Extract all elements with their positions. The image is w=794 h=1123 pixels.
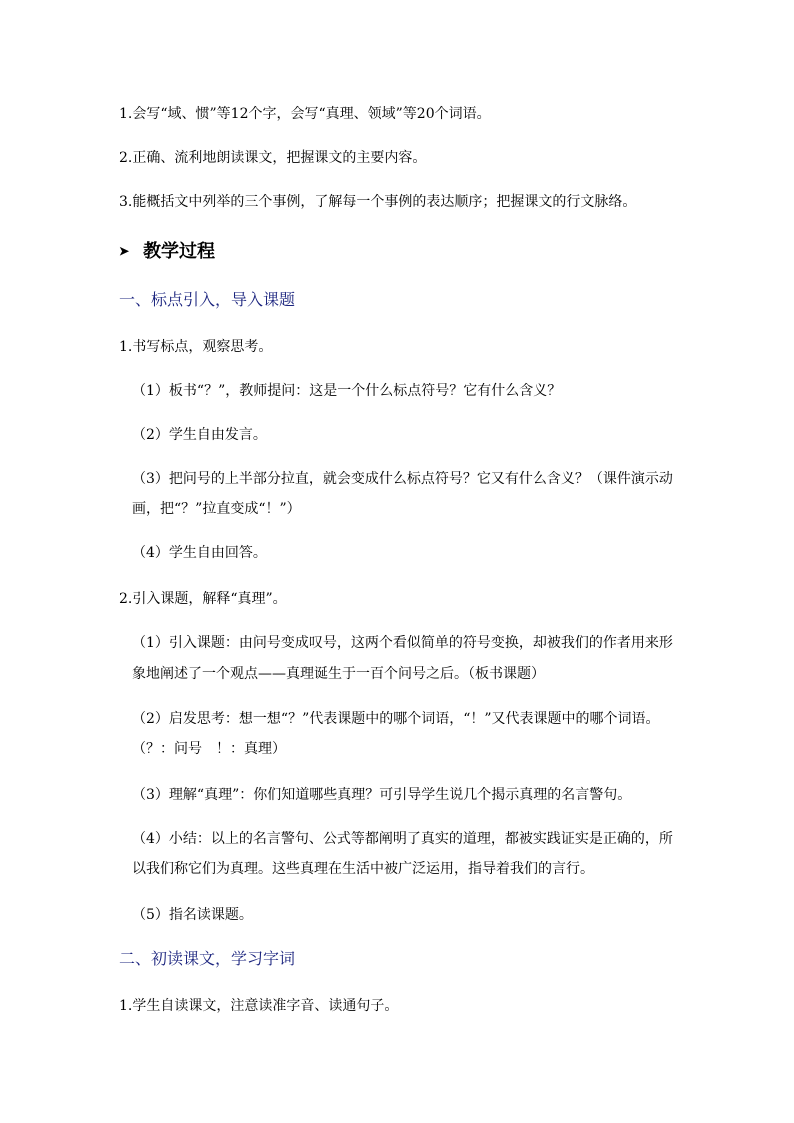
section-heading-2: 二、初读课文，学习字词 [119, 949, 296, 968]
step-1-1-3-line2: 画，把“？”拉直变成“！”） [132, 501, 301, 517]
objective-2: 2.正确、流利地朗读课文，把握课文的主要内容。 [119, 150, 427, 166]
arrow-bullet-icon: ➤ [119, 244, 130, 258]
step-1-2-2-line1: （2）启发思考：想一想“？”代表课题中的哪个词语，“！”又代表课题中的哪个词语。 [132, 711, 660, 727]
step-1-1-1: （1）板书“？”，教师提问：这是一个什么标点符号？它有什么含义？ [132, 383, 562, 399]
objective-1: 1.会写“域、惯”等12个字，会写“真理、领域”等20个词语。 [119, 106, 491, 122]
step-1-2-1-line2: 象地阐述了一个观点——真理诞生于一百个问号之后。（板书课题） [132, 666, 545, 682]
step-1-2-2-line2: （？：问号 ！：真理） [132, 741, 286, 757]
step-1-1-4: （4）学生自由回答。 [132, 545, 267, 561]
step-1-2: 2.引入课题，解释“真理”。 [119, 591, 287, 607]
step-1-2-1-line1: （1）引入课题：由问号变成叹号，这两个看似简单的符号变换，却被我们的作者用来形 [132, 635, 673, 651]
step-1-2-4-line1: （4）小结：以上的名言警句、公式等都阐明了真实的道理，都被实践证实是正确的，所 [132, 831, 673, 847]
step-1-1: 1.书写标点，观察思考。 [119, 339, 273, 355]
step-1-1-3-line1: （3）把问号的上半部分拉直，就会变成什么标点符号？它又有什么含义？（课件演示动 [132, 471, 673, 487]
step-1-2-5: （5）指名读课题。 [132, 907, 253, 923]
objective-3: 3.能概括文中列举的三个事例，了解每一个事例的表达顺序；把握课文的行文脉络。 [119, 194, 637, 210]
process-heading-text: 教学过程 [143, 241, 216, 262]
step-2-1: 1.学生自读课文，注意读准字音、读通句子。 [119, 998, 399, 1014]
process-heading [119, 239, 215, 264]
step-1-1-2: （2）学生自由发言。 [132, 427, 267, 443]
step-1-2-3: （3）理解“真理”：你们知道哪些真理？可引导学生说几个揭示真理的名言警句。 [132, 787, 632, 803]
step-1-2-4-line2: 以我们称它们为真理。这些真理在生活中被广泛运用，指导着我们的言行。 [132, 861, 594, 877]
section-heading-1: 一、标点引入，导入课题 [119, 290, 296, 309]
